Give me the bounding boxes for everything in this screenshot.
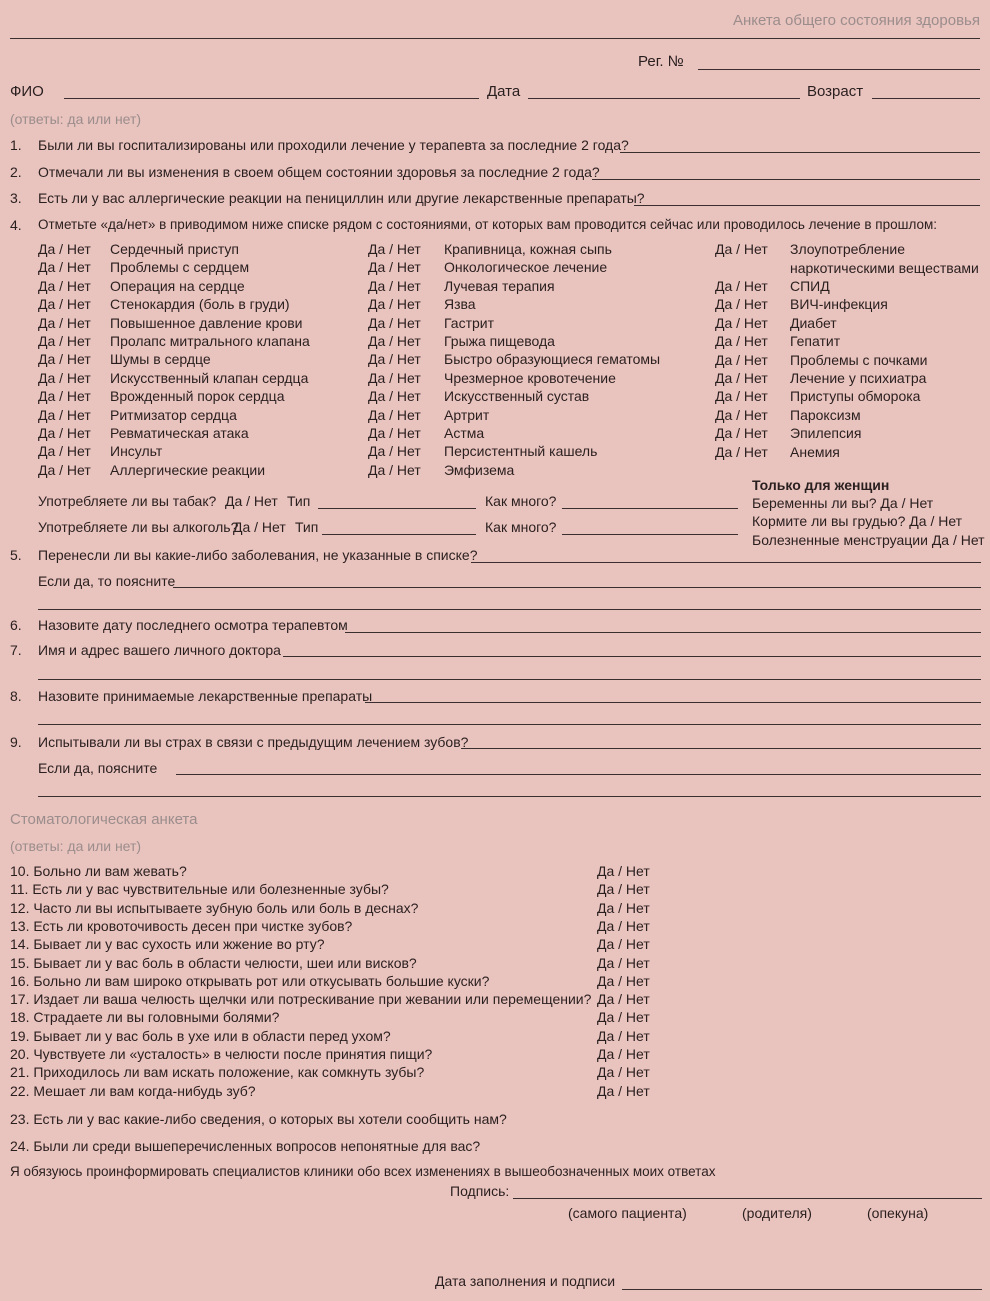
yes-no-toggle[interactable]: Да / Нет [38,351,91,368]
q7-number: 7. [10,642,22,658]
q9-number: 9. [10,734,22,750]
dental-question: 20. Чувствуете ли «усталость» в челюсти после принятия пищи? [10,1046,433,1062]
yes-no-toggle[interactable]: Да / Нет [368,425,421,441]
dental-yes-no-toggle[interactable]: Да / Нет [597,1027,650,1044]
yes-no-toggle[interactable]: Да / Нет [715,278,768,294]
dental-question: 15. Бывает ли у вас боль в области челюсти, шеи или висков? [10,954,417,971]
condition-label: Сердечный приступ [110,241,239,257]
tobacco-type-field[interactable] [318,508,476,509]
signature-self-caption: (самого пациента) [568,1205,687,1221]
q2-field[interactable] [592,179,980,180]
women-breastfeeding[interactable]: Кормите ли вы грудью? Да / Нет [752,513,963,529]
dental-question: 14. Бывает ли у вас сухость или жжение во рту? [10,936,325,953]
yes-no-toggle[interactable]: Да / Нет [368,277,421,294]
yes-no-toggle[interactable]: Да / Нет [38,388,91,405]
dental-yes-no-toggle[interactable]: Да / Нет [597,1046,650,1062]
fio-label: ФИО [10,83,44,100]
alcohol-amount-field[interactable] [562,534,738,535]
condition-label: Анемия [790,443,840,460]
dental-yes-no-toggle[interactable]: Да / Нет [597,1082,650,1099]
condition-label: Персистентный кашель [444,443,598,460]
q1-number: 1. [10,137,22,153]
alcohol-amount-label: Как много? [485,519,557,535]
q24-text: 24. Были ли среди вышеперечисленных вопросов непонятные для вас? [10,1138,481,1154]
yes-no-toggle[interactable]: Да / Нет [368,461,421,478]
dental-section-title: Стоматологическая анкета [10,811,198,828]
q3-text: Есть ли у вас аллергические реакции на пенициллин или другие лекарственные препараты? [38,190,645,206]
fill-date-field[interactable] [622,1289,982,1290]
q7-extra-line[interactable] [38,679,981,680]
condition-label: наркотическими веществами [790,260,979,276]
dental-yes-no-toggle[interactable]: Да / Нет [597,991,650,1008]
women-pregnant[interactable]: Беременны ли вы? Да / Нет [752,495,934,511]
condition-label: Лечение у психиатра [790,370,927,386]
tobacco-yes-no[interactable]: Да / Нет [225,493,278,509]
q8-extra-line[interactable] [38,724,981,725]
dental-yes-no-toggle[interactable]: Да / Нет [597,954,650,971]
yes-no-toggle[interactable]: Да / Нет [715,314,768,331]
q5-sub-label: Если да, то поясните [38,573,176,589]
condition-label: Проблемы с почками [790,351,928,368]
yes-no-toggle[interactable]: Да / Нет [715,443,768,460]
yes-no-toggle[interactable]: Да / Нет [38,425,91,441]
condition-label: Крапивница, кожная сыпь [444,241,612,257]
condition-label: Эмфизема [444,461,515,478]
dental-question: 11. Есть ли у вас чувствительные или болезненные зубы? [10,881,389,898]
condition-label: Врожденный порок сердца [110,388,285,405]
form-title: Анкета общего состояния здоровья [732,12,980,29]
condition-label: Пролапс митрального клапана [110,333,310,349]
women-section-title: Только для женщин [752,477,890,493]
dental-question: 18. Страдаете ли вы головными болями? [10,1009,280,1026]
q5-text: Перенесли ли вы какие-либо заболевания, не указанные в списке? [38,547,478,563]
dental-question: 10. Больно ли вам жевать? [10,863,187,879]
q4-number: 4. [10,217,22,233]
yes-no-toggle[interactable]: Да / Нет [368,406,421,423]
alcohol-yes-no[interactable]: Да / Нет [233,519,286,535]
q6-number: 6. [10,617,22,633]
yes-no-toggle[interactable]: Да / Нет [38,277,91,294]
dental-question: 21. Приходилось ли вам искать положение, как сомкнуть зубы? [10,1064,425,1081]
yes-no-toggle[interactable]: Да / Нет [38,259,91,276]
condition-label: Лучевая терапия [444,277,555,294]
dental-answers-hint: (ответы: да или нет) [10,838,142,854]
condition-label: ВИЧ-инфекция [790,296,888,313]
dental-yes-no-toggle[interactable]: Да / Нет [597,1064,650,1081]
condition-label: Артрит [444,406,490,423]
q9-sub-field[interactable] [176,774,981,775]
condition-label: Язва [444,296,476,313]
date-field[interactable] [528,98,800,99]
yes-no-toggle[interactable]: Да / Нет [368,369,421,386]
yes-no-toggle[interactable]: Да / Нет [715,296,768,313]
signature-field[interactable] [513,1198,982,1199]
condition-label: Эпилепсия [790,425,862,442]
alcohol-type-label: Тип [295,519,319,535]
q9-text: Испытывали ли вы страх в связи с предыдущим лечением зубов? [38,734,469,750]
signature-guardian-caption: (опекуна) [867,1205,929,1221]
q3-number: 3. [10,190,22,206]
q2-number: 2. [10,164,22,180]
reg-label: Рег. № [638,53,684,70]
q5-number: 5. [10,547,22,563]
yes-no-toggle[interactable]: Да / Нет [368,241,421,257]
yes-no-toggle[interactable]: Да / Нет [715,351,768,368]
dental-yes-no-toggle[interactable]: Да / Нет [597,936,650,953]
condition-label: Чрезмерное кровотечение [444,369,616,386]
yes-no-toggle[interactable]: Да / Нет [38,314,91,331]
condition-label: Диабет [790,314,837,331]
header-rule [10,38,980,39]
yes-no-toggle[interactable]: Да / Нет [715,370,768,386]
dental-question: 19. Бывает ли у вас боль в ухе или в области перед ухом? [10,1027,391,1044]
dental-yes-no-toggle[interactable]: Да / Нет [597,899,650,916]
q8-field[interactable] [365,702,981,703]
q5-extra-line[interactable] [38,609,981,610]
yes-no-toggle[interactable]: Да / Нет [715,388,768,405]
fio-field[interactable] [64,98,479,99]
dental-yes-no-toggle[interactable]: Да / Нет [597,863,650,879]
yes-no-toggle[interactable]: Да / Нет [38,333,91,349]
q8-text: Назовите принимаемые лекарственные препараты [38,688,373,704]
signature-parent-caption: (родителя) [742,1205,812,1221]
age-field[interactable] [872,98,980,99]
q6-field[interactable] [345,632,981,633]
age-label: Возраст [807,83,864,100]
yes-no-toggle[interactable]: Да / Нет [715,425,768,442]
condition-label: Искусственный клапан сердца [110,369,309,386]
condition-label: Грыжа пищевода [444,333,555,349]
condition-label: Злоупотребление [790,241,905,257]
condition-label: Повышенное давление крови [110,314,303,331]
yes-no-toggle[interactable]: Да / Нет [38,296,91,313]
tobacco-amount-field[interactable] [562,508,738,509]
condition-label: Проблемы с сердцем [110,259,250,276]
q4-text: Отметьте «да/нет» в приводимом ниже списке рядом с состояниями, от которых вам проводится сейчас или проводилось лечение в прошлом: [38,217,938,232]
q7-text: Имя и адрес вашего личного доктора [38,642,281,658]
women-menstruation[interactable]: Болезненные менструации Да / Нет [752,532,985,548]
yes-no-toggle[interactable]: Да / Нет [715,333,768,350]
dental-yes-no-toggle[interactable]: Да / Нет [597,972,650,989]
condition-label: Ритмизатор сердца [110,406,237,423]
yes-no-toggle[interactable]: Да / Нет [368,259,421,276]
pledge-text: Я обязуюсь проинформировать специалистов клиники обо всех изменениях в вышеобозначенных моих ответах [10,1164,716,1179]
q8-number: 8. [10,688,22,704]
condition-label: Стенокардия (боль в груди) [110,296,290,313]
q6-text: Назовите дату последнего осмотра терапевтом [38,617,348,633]
condition-label: Онкологическое лечение [444,259,608,276]
q9-sub-label: Если да, поясните [38,760,158,776]
condition-label: Аллергические реакции [110,461,266,478]
condition-label: Гастрит [444,314,495,331]
answers-hint: (ответы: да или нет) [10,111,142,127]
yes-no-toggle[interactable]: Да / Нет [38,461,91,478]
condition-label: Инсульт [110,443,163,460]
q9-field[interactable] [461,748,981,749]
condition-label: Астма [444,425,485,441]
dental-question: 17. Издает ли ваша челюсть щелчки или потрескивание при жевании или перемещении? [10,991,592,1008]
yes-no-toggle[interactable]: Да / Нет [38,241,91,257]
signature-label: Подпись: [450,1183,510,1199]
condition-label: Искусственный сустав [444,388,590,405]
yes-no-toggle[interactable]: Да / Нет [368,314,421,331]
yes-no-toggle[interactable]: Да / Нет [715,241,768,257]
dental-question: 22. Мешает ли вам когда-нибудь зуб? [10,1082,256,1099]
q9-extra-line[interactable] [38,796,981,797]
reg-field[interactable] [698,69,980,70]
q5-sub-field[interactable] [173,587,981,588]
condition-label: Быстро образующиеся гематомы [444,351,661,368]
yes-no-toggle[interactable]: Да / Нет [38,406,91,423]
condition-label: Приступы обморока [790,388,921,405]
yes-no-toggle[interactable]: Да / Нет [368,388,421,405]
dental-question: 16. Больно ли вам широко открывать рот или откусывать большие куски? [10,972,490,989]
yes-no-toggle[interactable]: Да / Нет [38,369,91,386]
yes-no-toggle[interactable]: Да / Нет [368,296,421,313]
tobacco-type-label: Тип [287,493,311,509]
q2-text: Отмечали ли вы изменения в своем общем состоянии здоровья за последние 2 года? [38,164,600,180]
alcohol-type-field[interactable] [322,534,476,535]
dental-yes-no-toggle[interactable]: Да / Нет [597,881,650,898]
yes-no-toggle[interactable]: Да / Нет [715,406,768,423]
tobacco-question: Употребляете ли вы табак? [38,493,217,509]
condition-label: Ревматическая атака [110,425,249,441]
yes-no-toggle[interactable]: Да / Нет [38,443,91,460]
condition-label: СПИД [790,278,830,294]
fill-date-label: Дата заполнения и подписи [435,1273,616,1289]
condition-label: Пароксизм [790,406,861,423]
alcohol-question: Употребляете ли вы алкоголь? [38,519,239,535]
condition-label: Шумы в сердце [110,351,211,368]
dental-yes-no-toggle[interactable]: Да / Нет [597,1009,650,1026]
q3-field[interactable] [634,205,980,206]
yes-no-toggle[interactable]: Да / Нет [368,443,421,460]
q1-text: Были ли вы госпитализированы или проходили лечение у терапевта за последние 2 года? [38,137,629,153]
tobacco-amount-label: Как много? [485,493,557,509]
q7-field[interactable] [283,656,981,657]
date-label: Дата [487,83,521,100]
yes-no-toggle[interactable]: Да / Нет [368,351,421,368]
condition-label: Гепатит [790,333,841,350]
q1-field[interactable] [620,152,980,153]
q23-text: 23. Есть ли у вас какие-либо сведения, о которых вы хотели сообщить нам? [10,1111,507,1127]
q5-field[interactable] [471,562,981,563]
yes-no-toggle[interactable]: Да / Нет [368,333,421,349]
dental-yes-no-toggle[interactable]: Да / Нет [597,917,650,934]
condition-label: Операция на сердце [110,277,245,294]
dental-question: 12. Часто ли вы испытываете зубную боль или боль в деснах? [10,899,419,916]
dental-question: 13. Есть ли кровоточивость десен при чистке зубов? [10,917,353,934]
